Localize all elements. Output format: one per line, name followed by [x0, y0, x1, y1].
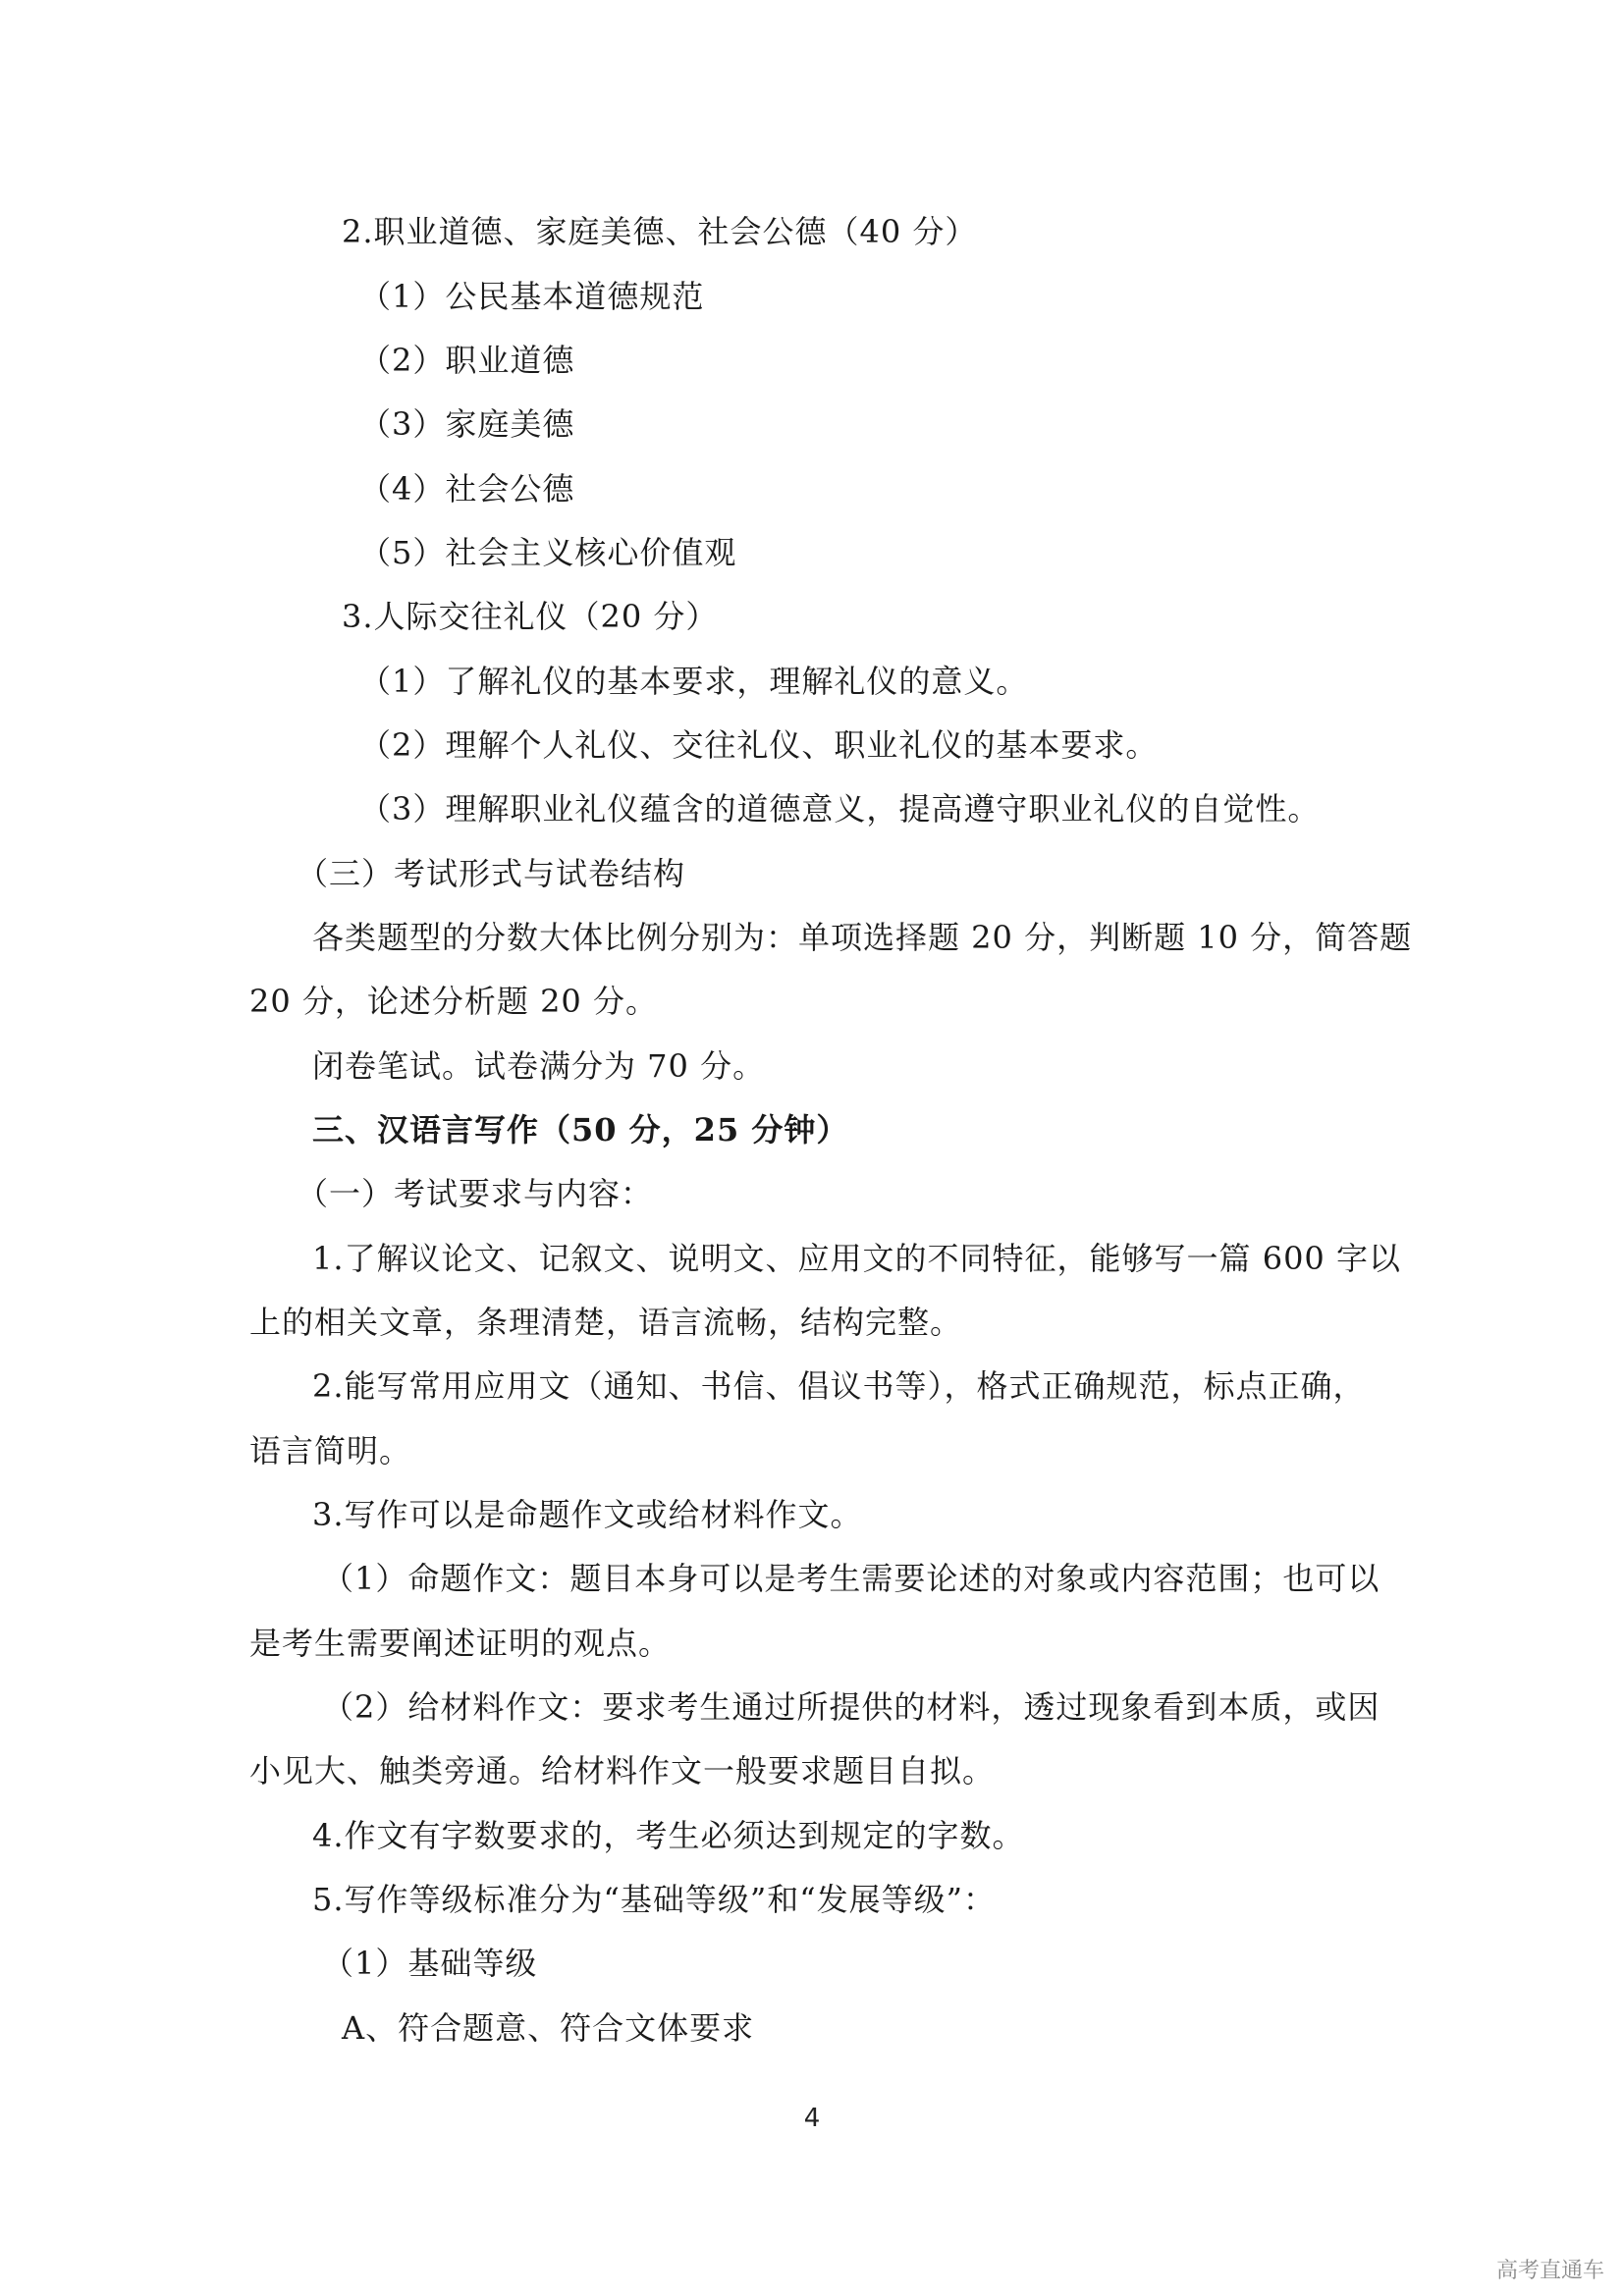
section-heading: 2.职业道德、家庭美德、社会公德（40 分） [342, 213, 978, 250]
paragraph-line: 上的相关文章，条理清楚，语言流畅，结构完整。 [249, 1304, 963, 1341]
paragraph-line: 各类题型的分数大体比例分别为：单项选择题 20 分，判断题 10 分，简答题 [312, 919, 1413, 956]
list-item: （5）社会主义核心价值观 [359, 534, 737, 571]
subsection-heading: （三）考试形式与试卷结构 [297, 855, 686, 892]
watermark: 高考直通车 [1495, 2259, 1604, 2283]
list-item: （2）职业道德 [359, 342, 575, 379]
chapter-heading: 三、汉语言写作（50 分，25 分钟） [312, 1111, 849, 1148]
paragraph-line: 20 分，论述分析题 20 分。 [249, 983, 658, 1020]
paragraph-line: （2）给材料作文：要求考生通过所提供的材料，透过现象看到本质，或因 [322, 1688, 1380, 1726]
paragraph-line: 是考生需要阐述证明的观点。 [249, 1625, 672, 1662]
paragraph-line: （1）命题作文：题目本身可以是考生需要论述的对象或内容范围；也可以 [322, 1560, 1380, 1597]
subsection-heading: （一）考试要求与内容： [297, 1175, 654, 1212]
paragraph-line: 4.作文有字数要求的，考生必须达到规定的字数。 [312, 1817, 1025, 1854]
list-item: （1）了解礼仪的基本要求，理解礼仪的意义。 [359, 663, 1029, 700]
section-heading: 3.人际交往礼仪（20 分） [342, 598, 719, 635]
list-item: （3）家庭美德 [359, 405, 575, 443]
list-item: （3）理解职业礼仪蕴含的道德意义，提高遵守职业礼仪的自觉性。 [359, 790, 1321, 828]
list-item: （2）理解个人礼仪、交往礼仪、职业礼仪的基本要求。 [359, 726, 1159, 764]
paragraph-line: 5.写作等级标准分为“基础等级”和“发展等级”： [312, 1881, 996, 1918]
page-number: 4 [803, 2104, 821, 2133]
paragraph-line: 1.了解议论文、记叙文、说明文、应用文的不同特征，能够写一篇 600 字以 [312, 1240, 1401, 1277]
paragraph-line: 闭卷笔试。试卷满分为 70 分。 [312, 1047, 766, 1085]
list-item: （1）基础等级 [322, 1945, 538, 1982]
paragraph-line: 3.写作可以是命题作文或给材料作文。 [312, 1496, 863, 1533]
list-item: （1）公民基本道德规范 [359, 278, 705, 315]
paragraph-line: 2.能写常用应用文（通知、书信、倡议书等），格式正确规范，标点正确， [312, 1367, 1366, 1405]
list-item: （4）社会公德 [359, 470, 575, 507]
paragraph-line: 语言简明。 [249, 1432, 412, 1469]
list-item: A、符合题意、符合文体要求 [342, 2009, 755, 2047]
paragraph-line: 小见大、触类旁通。给材料作文一般要求题目自拟。 [249, 1752, 996, 1789]
